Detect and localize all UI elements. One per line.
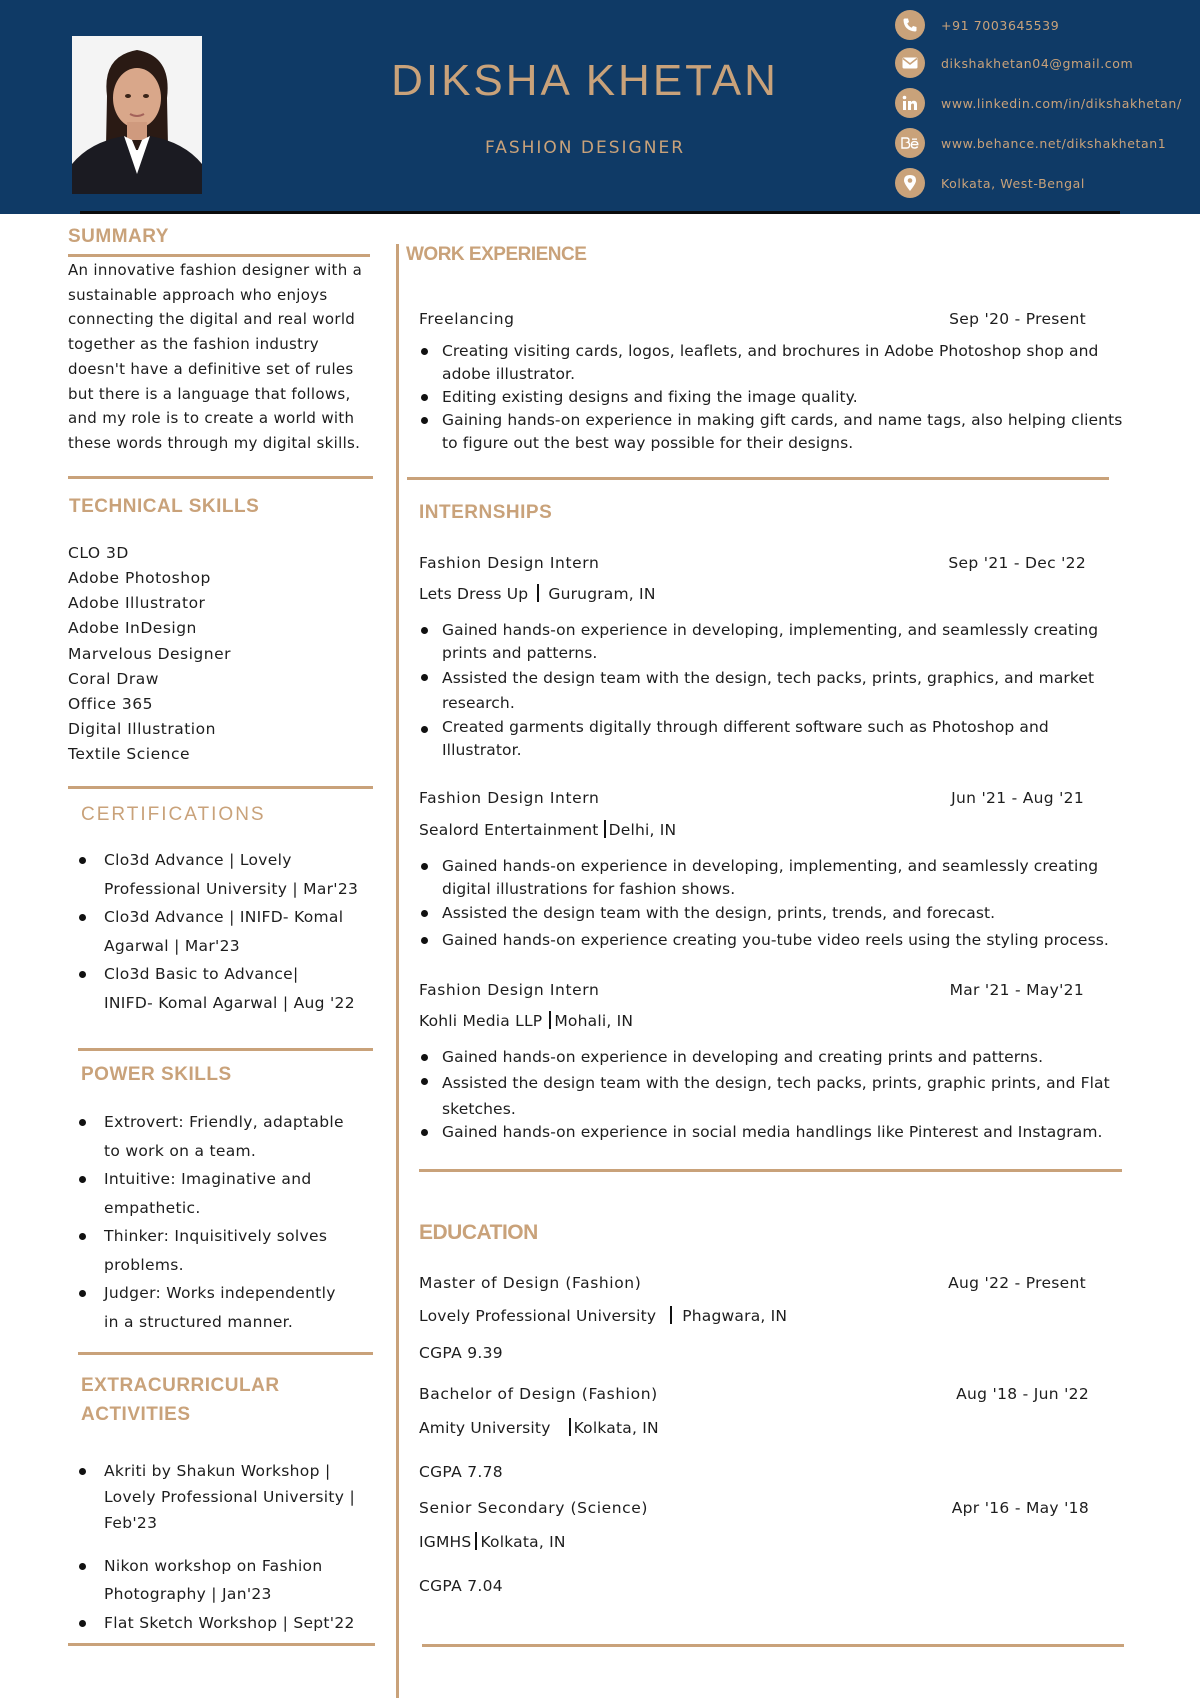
- list-item: Assisted the design team with the design, tech packs, prints, graphic prints, and Flat sketches.: [442, 1070, 1110, 1122]
- internships-heading: INTERNSHIPS: [419, 502, 553, 523]
- location-icon: [895, 168, 925, 198]
- list-item: Gained hands-on experience in developing, implementing, and seamlessly creating prints and patterns.: [442, 619, 1098, 664]
- separator: [670, 1306, 672, 1324]
- contact-linkedin[interactable]: [895, 88, 1182, 118]
- list-item: Gained hands-on experience in developing, implementing, and seamlessly creating digital illustrations for fashion shows.: [442, 855, 1098, 900]
- divider: [68, 786, 373, 789]
- separator: [537, 584, 539, 602]
- certifications-heading: CERTIFICATIONS: [81, 804, 266, 825]
- bullet-icon: [421, 394, 428, 401]
- bullet-icon: [421, 627, 428, 634]
- bullet-icon: [79, 1563, 86, 1570]
- list-item: Gained hands-on experience in developing and creating prints and patterns.: [442, 1046, 1043, 1069]
- bullet-icon: [421, 1054, 428, 1061]
- education-date: Aug '18 - Jun '22: [956, 1385, 1089, 1403]
- list-item: Adobe InDesign: [68, 619, 197, 637]
- bullet-icon: [421, 910, 428, 917]
- contact-behance-text: www.behance.net/dikshakhetan1: [941, 135, 1167, 151]
- phone-icon: [895, 10, 925, 40]
- contact-phone-text: +91 7003645539: [941, 17, 1060, 33]
- list-item: Extrovert: Friendly, adaptable to work on a team.: [104, 1108, 344, 1165]
- divider: [78, 1048, 373, 1051]
- education-date: Aug '22 - Present: [948, 1274, 1086, 1292]
- bullet-icon: [79, 1468, 86, 1475]
- internship-role: Fashion Design Intern: [419, 554, 600, 572]
- education-degree: Bachelor of Design (Fashion): [419, 1385, 658, 1403]
- technical-skills-heading: TECHNICAL SKILLS: [69, 496, 260, 517]
- bullet-icon: [79, 857, 86, 864]
- bullet-icon: [421, 1078, 428, 1085]
- email-icon: [895, 48, 925, 78]
- education-degree: Master of Design (Fashion): [419, 1274, 642, 1292]
- bullet-icon: [79, 971, 86, 978]
- list-item: Adobe Photoshop: [68, 569, 211, 587]
- internship-date: Mar '21 - May'21: [949, 981, 1084, 999]
- work-date: Sep '20 - Present: [949, 310, 1086, 328]
- internship-role: Fashion Design Intern: [419, 789, 600, 807]
- contact-email-text: dikshakhetan04@gmail.com: [941, 55, 1134, 71]
- list-item: Created garments digitally through different software such as Photoshop and Illustrator.: [442, 716, 1049, 761]
- summary-underline: [68, 254, 370, 257]
- bullet-icon: [421, 348, 428, 355]
- education-grade: CGPA 7.04: [419, 1577, 503, 1595]
- education-grade: CGPA 9.39: [419, 1344, 503, 1362]
- separator: [604, 820, 606, 838]
- bullet-icon: [421, 417, 428, 424]
- job-title: FASHION DESIGNER: [484, 138, 686, 158]
- candidate-name: DIKSHA KHETAN: [391, 56, 779, 105]
- list-item: Gained hands-on experience creating you-tube video reels using the styling process.: [442, 929, 1109, 952]
- list-item: Judger: Works independently in a structured manner.: [104, 1279, 336, 1336]
- bullet-icon: [79, 1119, 86, 1126]
- summary-text: An innovative fashion designer with a sustainable approach who enjoys connecting the digital and real world together as the fashion industry doesn't have a definitive set of rules but there is a language that follows, and my role is to create a world with these words through my digital skills.: [68, 261, 363, 452]
- contact-behance[interactable]: [895, 128, 1166, 158]
- separator: [475, 1532, 477, 1550]
- behance-icon: [895, 128, 925, 158]
- list-item: Office 365: [68, 695, 153, 713]
- contact-phone[interactable]: [895, 10, 1059, 40]
- divider: [422, 1644, 1124, 1647]
- list-item: Digital Illustration: [68, 720, 216, 738]
- list-item: Intuitive: Imaginative and empathetic.: [104, 1165, 311, 1222]
- internship-company: Sealord Entertainment Delhi, IN: [419, 821, 677, 839]
- header-banner: [0, 0, 1200, 214]
- bullet-icon: [79, 1620, 86, 1627]
- divider: [78, 1352, 373, 1355]
- bullet-icon: [79, 914, 86, 921]
- list-item: Editing existing designs and fixing the image quality.: [442, 386, 858, 409]
- bullet-icon: [421, 863, 428, 870]
- bullet-icon: [79, 1290, 86, 1297]
- education-school: Lovely Professional University Phagwara, IN: [419, 1307, 788, 1325]
- bullet-icon: [421, 726, 428, 733]
- contact-email[interactable]: [895, 48, 1133, 78]
- profile-photo: [72, 36, 202, 194]
- separator: [569, 1418, 571, 1436]
- extracurricular-heading: EXTRACURRICULAR ACTIVITIES: [81, 1375, 280, 1425]
- separator: [549, 1011, 551, 1029]
- list-item: Creating visiting cards, logos, leaflets, and brochures in Adobe Photoshop shop and adobe illustrator.: [442, 340, 1098, 385]
- list-item: Marvelous Designer: [68, 645, 231, 663]
- column-divider: [396, 244, 399, 1698]
- contact-location: [895, 168, 1085, 198]
- internship-company: Kohli Media LLP Mohali, IN: [419, 1012, 634, 1030]
- header-divider: [80, 211, 1120, 214]
- list-item: Clo3d Advance | INIFD- Komal Agarwal | Mar'23: [104, 903, 343, 960]
- list-item: Assisted the design team with the design, tech packs, prints, graphics, and market research.: [442, 666, 1094, 716]
- work-experience-heading: WORK EXPERIENCE: [406, 244, 587, 265]
- list-item: Flat Sketch Workshop | Sept'22: [104, 1609, 355, 1638]
- list-item: Clo3d Basic to Advance| INIFD- Komal Agarwal | Aug '22: [104, 960, 355, 1017]
- education-degree: Senior Secondary (Science): [419, 1499, 649, 1517]
- contact-linkedin-text: www.linkedin.com/in/dikshakhetan/: [941, 95, 1182, 111]
- education-date: Apr '16 - May '18: [951, 1499, 1089, 1517]
- divider: [68, 476, 373, 479]
- list-item: Coral Draw: [68, 670, 159, 688]
- internship-date: Sep '21 - Dec '22: [948, 554, 1086, 572]
- internship-date: Jun '21 - Aug '21: [951, 789, 1084, 807]
- internship-company: Lets Dress Up Gurugram, IN: [419, 585, 656, 603]
- list-item: Assisted the design team with the design, prints, trends, and forecast.: [442, 902, 995, 925]
- list-item: Gaining hands-on experience in making gift cards, and name tags, also helping clients to figure out the best way possible for their designs.: [442, 409, 1122, 454]
- list-item: Textile Science: [68, 745, 191, 763]
- list-item: Gained hands-on experience in social media handlings like Pinterest and Instagram.: [442, 1121, 1103, 1144]
- list-item: CLO 3D: [68, 544, 129, 562]
- education-heading: EDUCATION: [419, 1221, 538, 1244]
- divider: [419, 1169, 1122, 1172]
- bullet-icon: [421, 674, 428, 681]
- divider: [407, 477, 1109, 480]
- bullet-icon: [79, 1233, 86, 1240]
- list-item: Clo3d Advance | Lovely Professional University | Mar'23: [104, 846, 358, 903]
- education-grade: CGPA 7.78: [419, 1463, 503, 1481]
- education-school: IGMHS Kolkata, IN: [419, 1533, 566, 1551]
- education-school: Amity University Kolkata, IN: [419, 1419, 659, 1437]
- bullet-icon: [421, 937, 428, 944]
- internship-role: Fashion Design Intern: [419, 981, 600, 999]
- bullet-icon: [421, 1129, 428, 1136]
- summary-heading: SUMMARY: [68, 226, 169, 247]
- bullet-icon: [79, 1176, 86, 1183]
- linkedin-icon: [895, 88, 925, 118]
- list-item: Nikon workshop on Fashion Photography | Jan'23: [104, 1552, 322, 1608]
- list-item: Thinker: Inquisitively solves problems.: [104, 1222, 327, 1279]
- list-item: Akriti by Shakun Workshop | Lovely Professional University | Feb'23: [104, 1458, 355, 1536]
- divider: [68, 1643, 375, 1646]
- list-item: Adobe Illustrator: [68, 594, 206, 612]
- contact-location-text: Kolkata, West-Bengal: [941, 175, 1085, 191]
- power-skills-heading: POWER SKILLS: [81, 1064, 232, 1085]
- work-role: Freelancing: [419, 310, 515, 328]
